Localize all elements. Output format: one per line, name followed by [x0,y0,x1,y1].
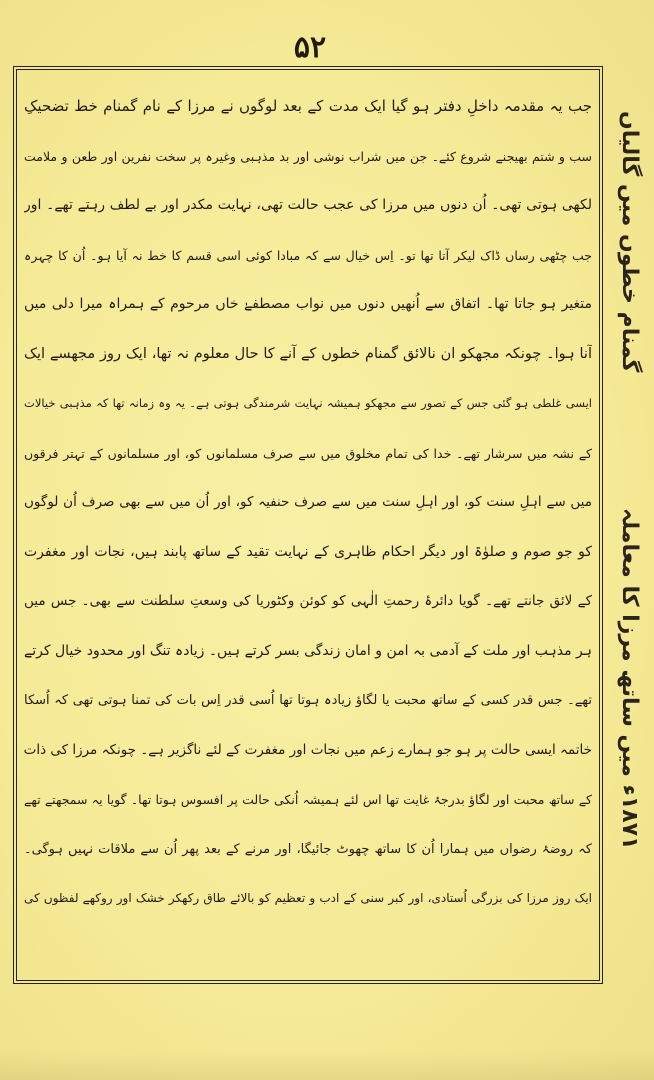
text-line: جب چٹھی رساں ڈاک لیکر آتا تھا تو۔ اِس خیال سے کہ مبادا کوئی اسی قسم کا خط نہ آیا ہو۔ اُن کا چہرہ [24,247,592,263]
text-line: کہ روضۂ رضواں میں ہمارا اُن کا ساتھ چھوٹ جائیگا، اور مرنے کے بعد پھر اُن سے ملاقات نہیں ہوگی۔ [24,841,592,857]
text-line: خاتمہ ایسی حالت پر ہو جو ہمارے زعم میں نجات اور مغفرت کے لئے ناگزیر ہے۔ چونکہ مرزا کی ذات [24,741,592,758]
page-body-text [24,82,592,962]
text-line: کو جو صوم و صلوٰۃ اور دیگر احکام ظاہری کے نہایت تقید کے ساتھ پابند ہیں، نجات اور مغفرت [24,543,592,560]
text-line: لکھی ہوتی تھی۔ اُن دنوں میں مرزا کی عجب حالت تھی، نہایت مکدر اور بے لطف رہتے تھے۔ اور [24,197,592,213]
text-line: میں سے اہلِ سنت کو، اور اہلِ سنت میں سے صرف حنفیہ کو، اور اُن میں سے بھی صرف اُن لوگوں [24,494,592,510]
page-number: ۵۲ [293,30,327,65]
text-line: کے نشہ میں سرشار تھے۔ خدا کی تمام مخلوق میں سے صرف مسلمانوں کو، اور مسلمانوں کے تہتر فرقوں [24,445,592,461]
text-line: کے ساتھ محبت اور لگاؤ بدرجۂ غایت تھا اس لئے ہمیشہ اُنکی حالت پر افسوس ہوتا تھا۔ گویا یہ سمجھتے تھے [24,792,592,807]
text-line: سب و شتم بھیجنے شروع کئے۔ جن میں شراب نوشی اور بد مذہبی وغیرہ پر سخت نفرین اور طعن و ملامت [24,148,592,164]
margin-notes [604,60,652,990]
text-line: تھے۔ جس قدر کسی کے ساتھ محبت یا لگاؤ زیادہ ہوتا تھا اُسی قدر اِس بات کی تمنا ہوتی تھی کہ اُسکا [24,693,592,708]
text-line: کے لائق جانتے تھے۔ گویا دائرۂ رحمتِ الٰہی کو کوئن وکٹوریا کی وسعتِ سلطنت سے بھی۔ جس میں [24,593,592,609]
paper-bottom-edge [0,1050,654,1080]
text-line: ہر مذہب اور ملت کے آدمی بہ امن و امان زندگی بسر کرتے ہیں۔ زیادہ تنگ اور محدود خیال کرتے [24,642,592,659]
margin-note-dealings-with-mirza: ۱۸۷۱ء میں ساتھ مرزا کا معاملہ [617,508,642,850]
text-line: ایک روز مرزا کی بزرگی اُستادی، اور کبر سنی کے ادب و تعظیم کو بالائے طاق رکھکر خشک اور روکھے لفظوں کی [24,891,592,905]
margin-note-anonymous-letters: گمنام خطوں میں گالیاں [617,110,642,372]
text-line: جب یہ مقدمہ داخلِ دفتر ہو گیا ایک مدت کے بعد لوگوں نے مرزا کے نام گمنام خط تضحیکِ [24,97,592,115]
text-line: ایسی غلطی ہو گئی جس کے تصور سے مجھکو ہمیشہ نہایت شرمندگی ہوتی ہے۔ یہ وہ زمانہ تھا کہ مذہبی خیالات [24,396,592,410]
text-line: آنا ہوا۔ چونکہ مجھکو ان نالائق گمنام خطوں کے آنے کا حال معلوم نہ تھا، ایک روز مجھسے ایک [24,345,592,362]
text-line: متغیر ہو جاتا تھا۔ اتفاق سے اُنھیں دنوں میں نواب مصطفےٰ خاں مرحوم کے ہمراہ میرا دلی میں [24,296,592,312]
